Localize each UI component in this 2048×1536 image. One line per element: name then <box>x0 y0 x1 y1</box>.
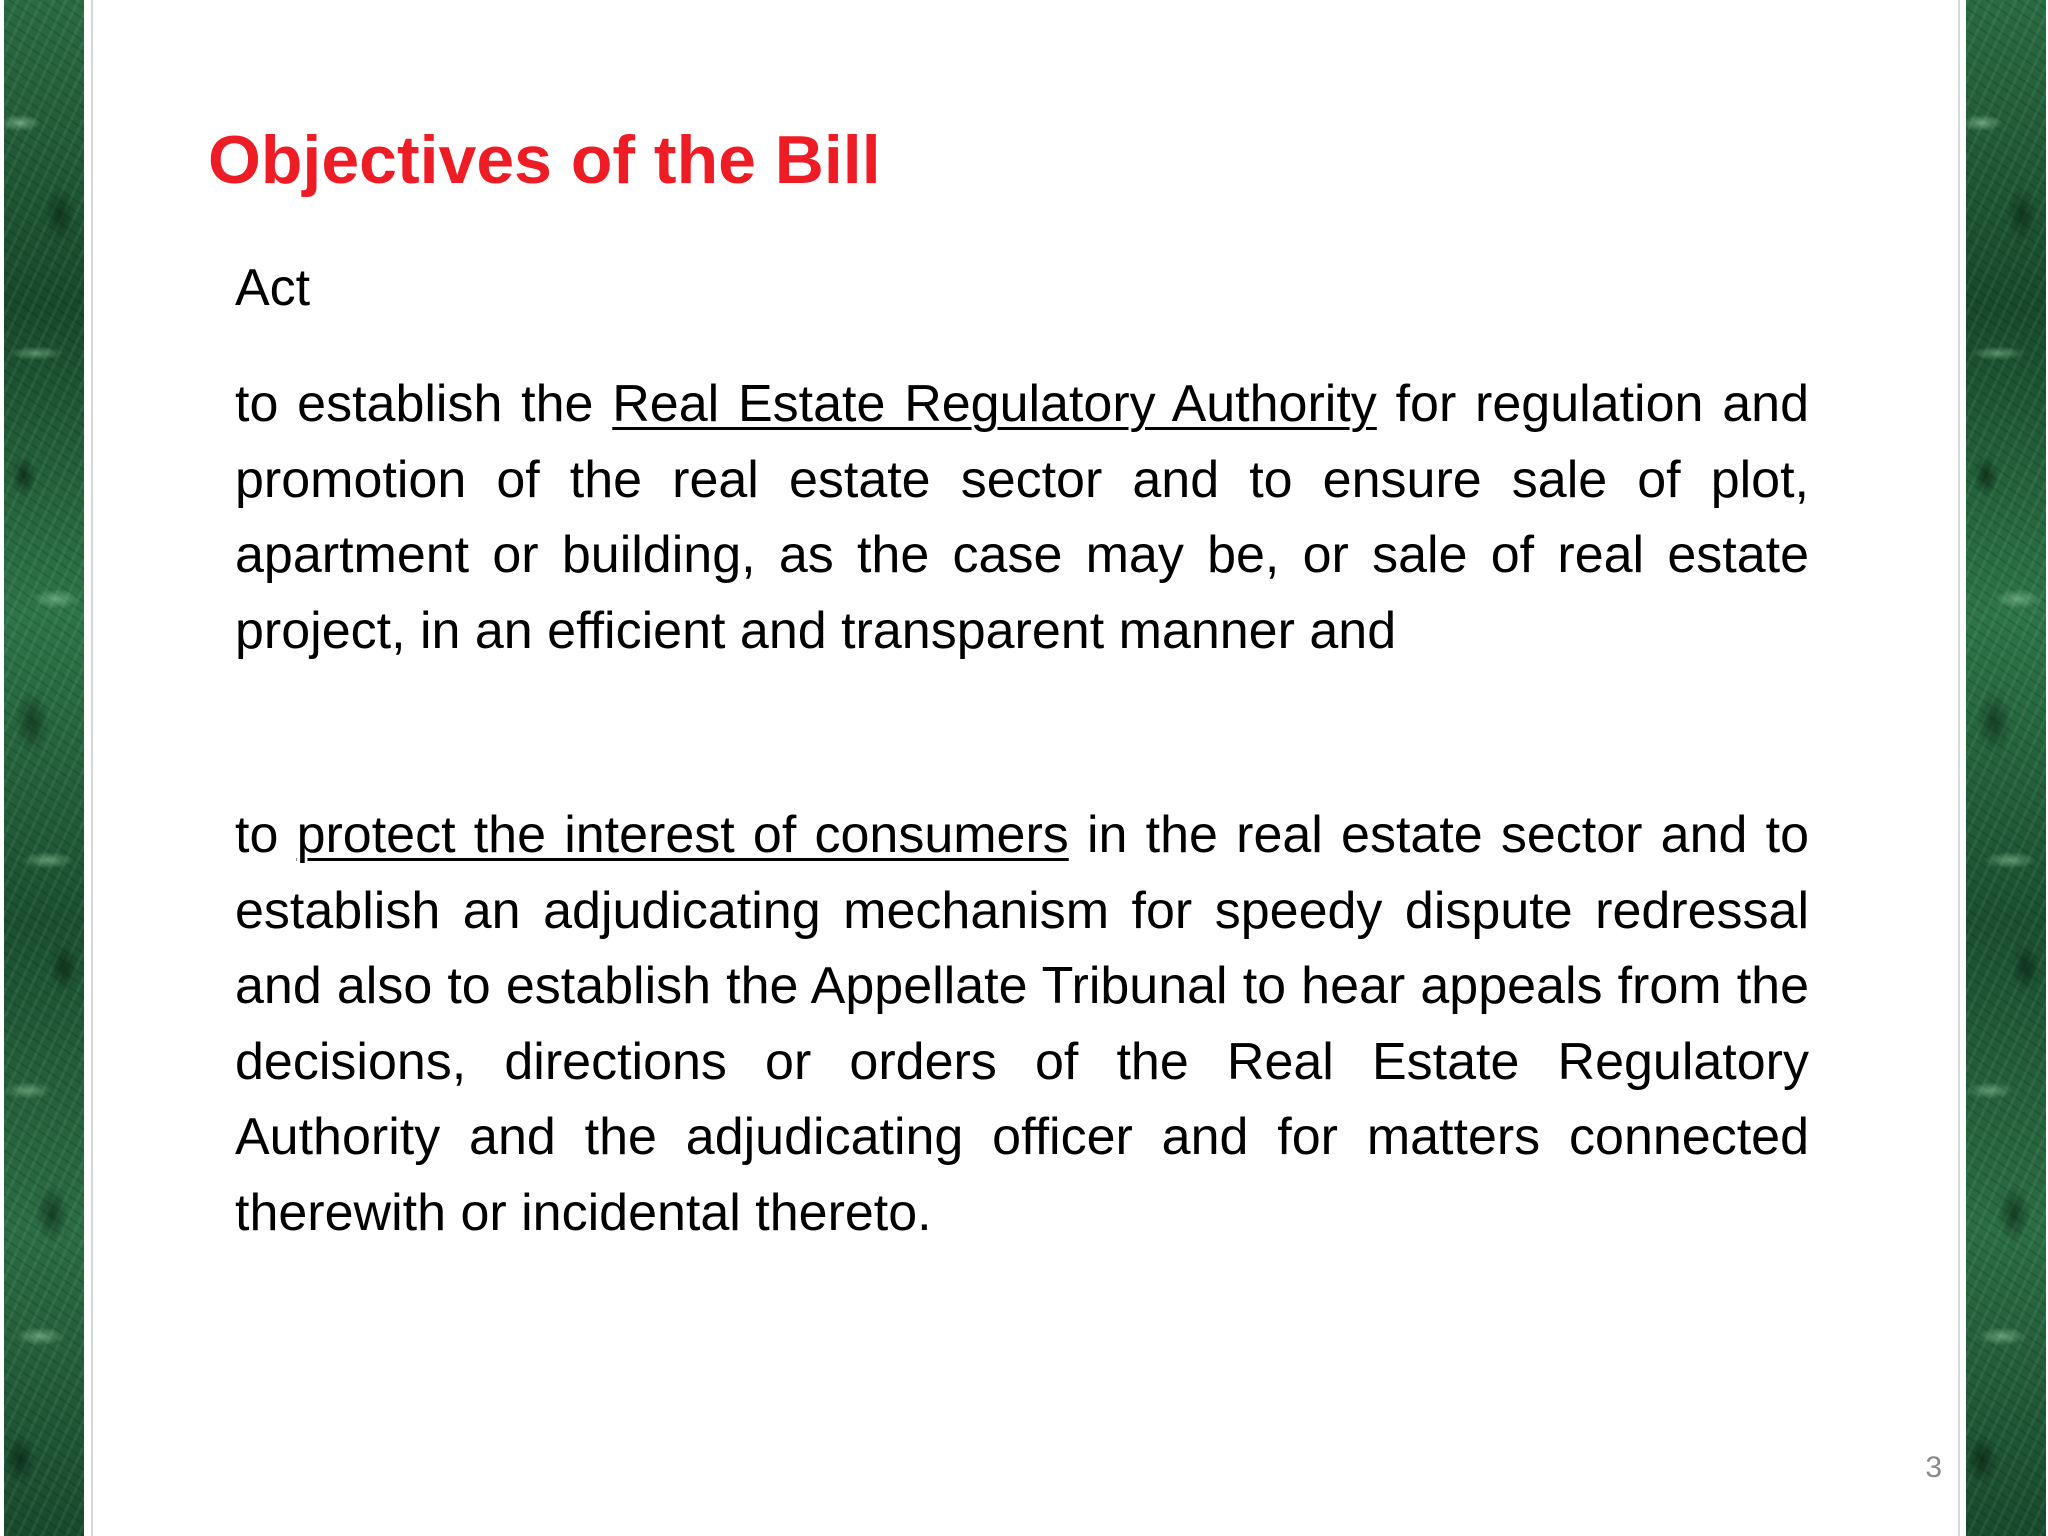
left-marble-border <box>4 0 84 1536</box>
paragraph-establish-authority <box>235 367 1809 669</box>
left-edge-line <box>91 0 93 1536</box>
paragraph-protect-consumers <box>235 798 1809 1251</box>
paragraph2-rest: in the real estate sector and to establish an adjudicating mechanism for speedy dispute redressal and also to establish the Appellate Tribunal to hear appeals from the decisions, directions or orders of the Real Estate Regulatory Authority and the adjudicating officer and for matters connected therewith or incidental thereto. <box>235 806 1809 1242</box>
paragraph2-lead: to <box>235 806 297 864</box>
right-marble-border <box>1966 0 2046 1536</box>
page-number: 3 <box>1925 1451 1942 1484</box>
act-label: Act <box>235 259 311 317</box>
right-edge-line <box>1958 0 1960 1536</box>
underlined-real-estate-regulatory-authority: Real Estate Regulatory Authority <box>612 375 1377 433</box>
underlined-protect-interest-of-consumers: protect the interest of consumers <box>296 806 1069 864</box>
slide-title: Objectives of the Bill <box>208 122 881 198</box>
paragraph1-rest: for regulation and promotion of the real estate sector and to ensure sale of plot, apartment or building, as the case may be, or sale of real estate project, in an efficient and transparent manner and <box>235 375 1809 660</box>
paragraph1-lead: to establish the <box>235 375 613 433</box>
